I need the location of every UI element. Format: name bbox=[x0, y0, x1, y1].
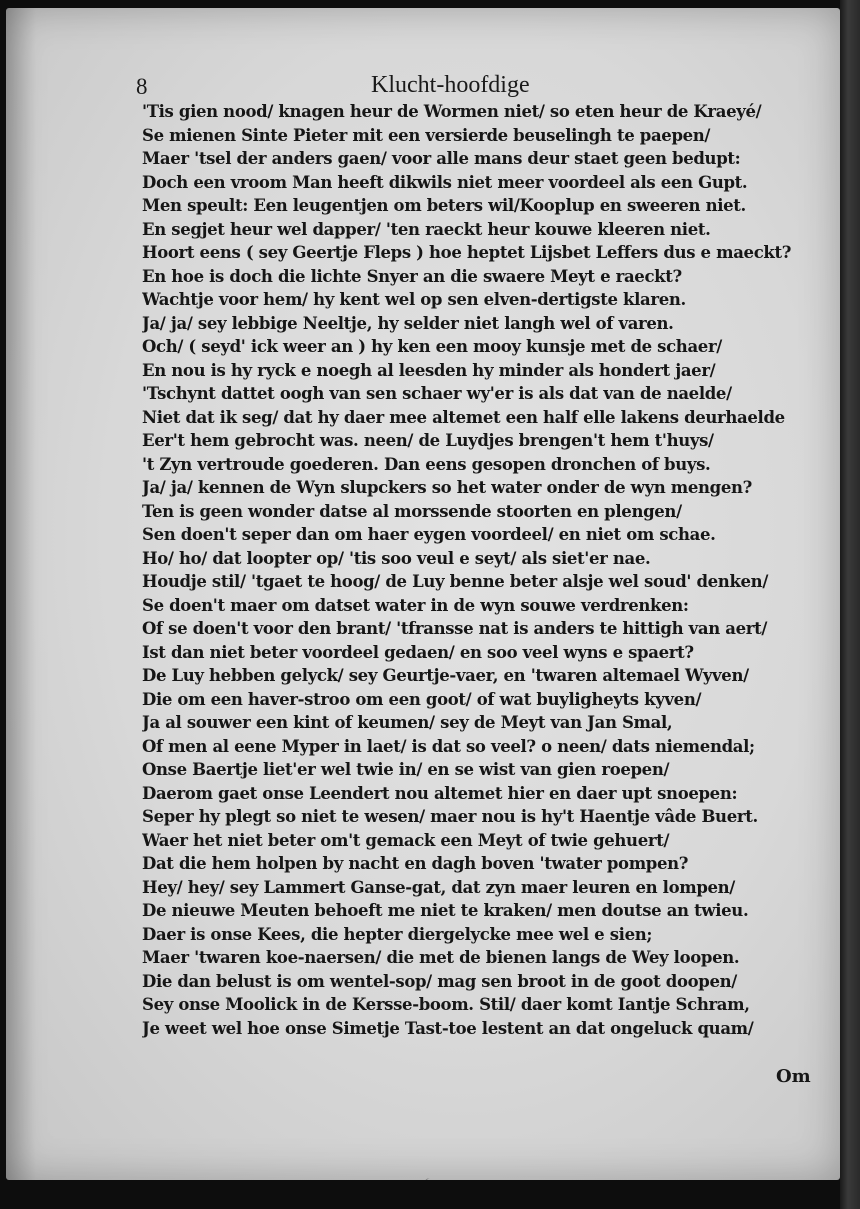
verse-line: Eer't hem gebrocht was. neen/ de Luydjes brengen't hem t'huys/ bbox=[142, 431, 714, 450]
verse-text-block bbox=[142, 100, 828, 1040]
verse-line: Daerom gaet onse Leendert nou altemet hier en daer upt snoepen: bbox=[142, 783, 738, 803]
verse-line: En hoe is doch die lichte Snyer an die swaere Meyt e raeckt? bbox=[142, 266, 682, 286]
verse-line: Se doen't maer om datset water in de wyn souwe verdrenken: bbox=[142, 595, 689, 615]
verse-line: Hey/ hey/ sey Lammert Ganse-gat, dat zyn maer leuren en lompen/ bbox=[142, 877, 735, 897]
verse-line: De Luy hebben gelyck/ sey Geurtje-vaer, en 'twaren altemael Wyven/ bbox=[142, 666, 749, 685]
verse-line: En segjet heur wel dapper/ 'ten raeckt heur kouwe kleeren niet. bbox=[142, 219, 711, 239]
verse-line: Ja al souwer een kint of keumen/ sey de Meyt van Jan Smal, bbox=[142, 713, 673, 732]
verse-line: Ho/ ho/ dat loopter op/ 'tis soo veul e seyt/ als siet'er nae. bbox=[142, 548, 651, 568]
verse-line: Houdje stil/ 'tgaet te hoog/ de Luy benne beter alsje wel soud' denken/ bbox=[142, 572, 769, 591]
verse-line: Waer het niet beter om't gemack een Meyt of twie gehuert/ bbox=[142, 830, 670, 850]
verse-line: Niet dat ik seg/ dat hy daer mee altemet een half elle lakens deurhaelde bbox=[142, 407, 785, 427]
verse-line: Dat die hem holpen by nacht en dagh boven 'twater pompen? bbox=[142, 854, 689, 873]
verse-line: Maer 'twaren koe-naersen/ die met de bienen langs de Wey loopen. bbox=[142, 948, 740, 967]
verse-line: Hoort eens ( sey Geertje Fleps ) hoe heptet Lijsbet Leffers dus e maeckt? bbox=[142, 243, 792, 262]
verse-line: Maer 'tsel der anders gaen/ voor alle mans deur staet geen bedupt: bbox=[142, 149, 741, 168]
verse-line: Ja/ ja/ kennen de Wyn slupckers so het water onder de wyn mengen? bbox=[142, 478, 752, 497]
running-head: Klucht-hoofdige bbox=[371, 72, 530, 98]
verse-line: 't Zyn vertroude goederen. Dan eens gesopen dronchen of buys. bbox=[142, 454, 711, 474]
verse-line: Die dan belust is om wentel-sop/ mag sen broot in de goot doopen/ bbox=[142, 971, 737, 991]
book-edge bbox=[840, 0, 860, 1209]
verse-line: Och/ ( seyd' ick weer an ) hy ken een mooy kunsje met de schaer/ bbox=[142, 337, 722, 356]
verse-line: Ja/ ja/ sey lebbige Neeltje, hy selder niet langh wel of varen. bbox=[142, 313, 674, 333]
verse-line: Die om een haver-stroo om een goot/ of wat buyligheyts kyven/ bbox=[142, 689, 702, 709]
verse-line: En nou is hy ryck e noegh al leesden hy minder als hondert jaer/ bbox=[142, 360, 716, 380]
verse-line: Sen doen't seper dan om haer eygen voordeel/ en niet om schae. bbox=[142, 525, 716, 544]
verse-line: 'Tschynt dattet oogh van sen schaer wy'er is als dat van de naelde/ bbox=[142, 384, 732, 403]
verse-line: Of se doen't voor den brant/ 'tfransse nat is anders te hittigh van aert/ bbox=[142, 619, 768, 638]
book-page bbox=[6, 8, 840, 1180]
verse-line: Je weet wel hoe onse Simetje Tast-toe lestent an dat ongeluck quam/ bbox=[142, 1018, 754, 1038]
verse-line: Wachtje voor hem/ hy kent wel op sen elven-dertigste klaren. bbox=[142, 290, 686, 309]
verse-line: Ten is geen wonder datse al morssende stoorten en plengen/ bbox=[142, 501, 682, 521]
verse-line: Daer is onse Kees, die hepter diergelycke mee wel e sien; bbox=[142, 924, 653, 944]
ink-mark bbox=[424, 1178, 436, 1180]
catchword: Om bbox=[776, 1066, 811, 1087]
verse-line: 'Tis gien nood/ knagen heur de Wormen niet/ so eten heur de Kraeyé/ bbox=[142, 102, 762, 121]
verse-line: De nieuwe Meuten behoeft me niet te kraken/ men doutse an twieu. bbox=[142, 901, 749, 920]
verse-line: Doch een vroom Man heeft dikwils niet meer voordeel als een Gupt. bbox=[142, 172, 748, 192]
page-number: 8 bbox=[136, 74, 148, 99]
verse-line: Seper hy plegt so niet te wesen/ maer nou is hy't Haentje vâde Buert. bbox=[142, 807, 758, 826]
verse-line: Sey onse Moolick in de Kersse-boom. Stil/ daer komt Iantje Schram, bbox=[142, 995, 750, 1014]
verse-line: Onse Baertje liet'er wel twie in/ en se wist van gien roepen/ bbox=[142, 760, 670, 779]
verse-line: Se mienen Sinte Pieter mit een versierde beuselingh te paepen/ bbox=[142, 125, 711, 145]
verse-line: Ist dan niet beter voordeel gedaen/ en soo veel wyns e spaert? bbox=[142, 642, 694, 662]
verse-line: Men speult: Een leugentjen om beters wil/Kooplup en sweeren niet. bbox=[142, 196, 746, 215]
verse-line: Of men al eene Myper in laet/ is dat so veel? o neen/ dats niemendal; bbox=[142, 736, 755, 756]
